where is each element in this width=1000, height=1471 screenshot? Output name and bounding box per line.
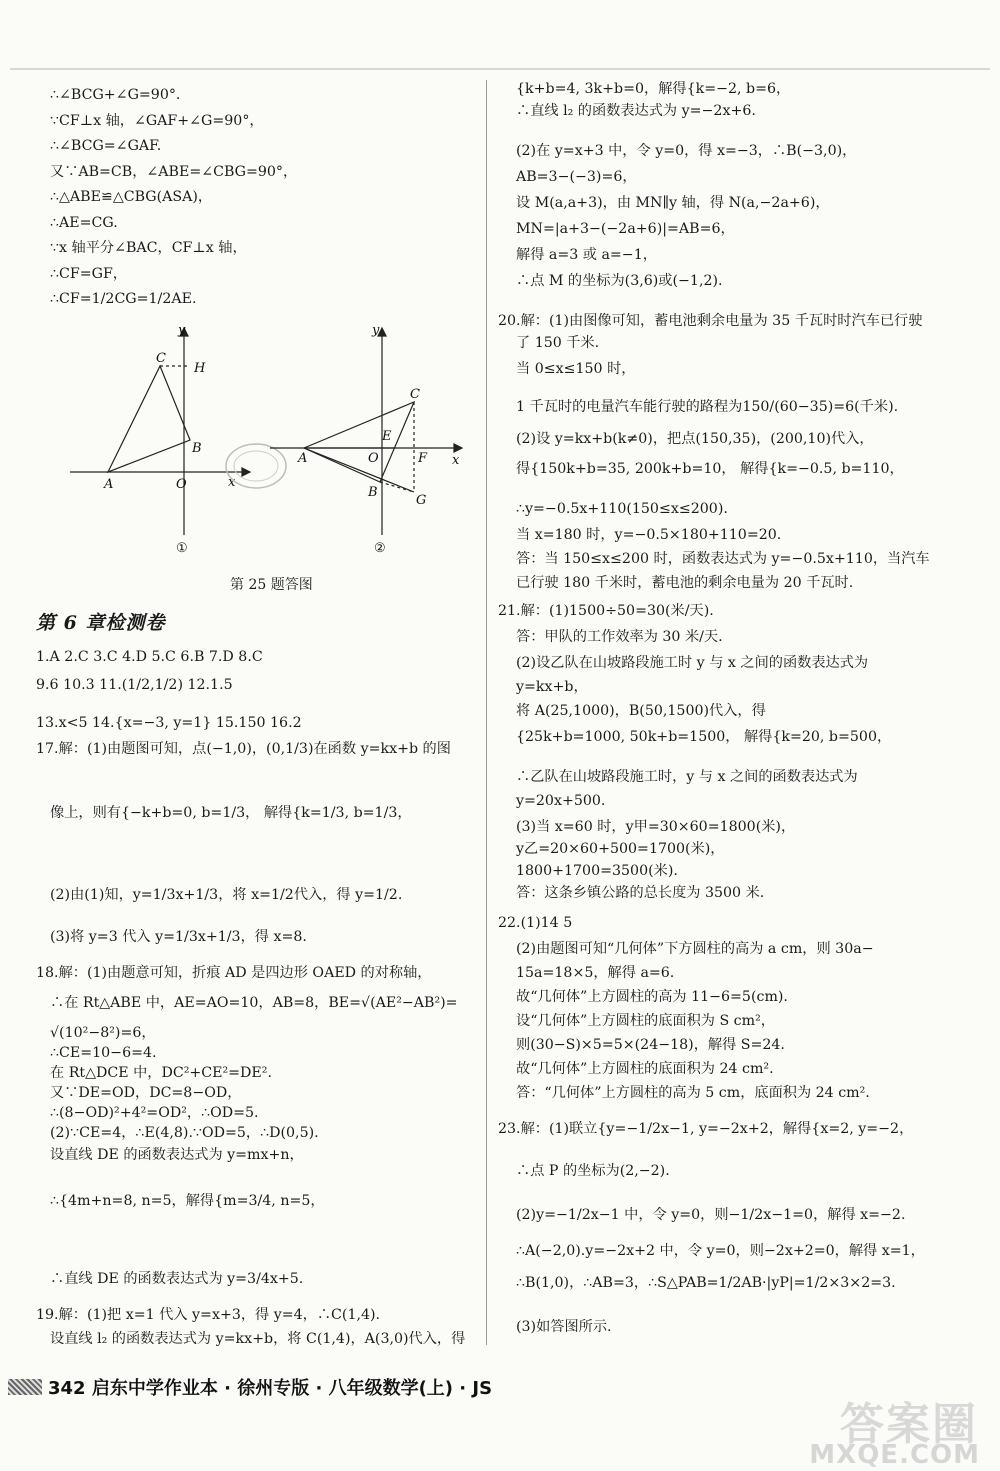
stamp-icon xyxy=(226,444,286,488)
chapter-title: 第 6 章检测卷 xyxy=(36,612,166,634)
text-line: (3)如答图所示. xyxy=(516,1319,612,1335)
text-line: 答：当 150≤x≤200 时，函数表达式为 y=−0.5x+110，当汽车 xyxy=(516,551,930,567)
fig2-label-y: y xyxy=(372,323,380,338)
text-line: ∴点 M 的坐标为(3,6)或(−1,2). xyxy=(516,273,723,289)
text-line: ∵x 轴平分∠BAC，CF⊥x 轴， xyxy=(50,240,247,256)
text-line: ∴在 Rt△ABE 中，AE=AO=10，AB=8，BE=√(AE²−AB²)= xyxy=(50,995,458,1011)
text-line: y=20x+500. xyxy=(516,793,606,809)
text-line: ∴直线 DE 的函数表达式为 y=3/4x+5. xyxy=(50,1271,304,1287)
text-line: 设直线 DE 的函数表达式为 y=mx+n， xyxy=(50,1147,304,1163)
fig2-line-ag xyxy=(304,448,414,492)
text-line: y乙=20×60+500=1700(米)， xyxy=(516,841,725,857)
fig2-label-e: E xyxy=(382,429,392,444)
watermark-text: MXQE.COM xyxy=(809,1440,980,1470)
text-line: 1800+1700=3500(米). xyxy=(516,863,678,879)
text-line: 又∵DE=OD，DC=8−OD， xyxy=(50,1085,242,1101)
text-line: (2)由(1)知，y=1/3x+1/3，将 x=1/2代入，得 y=1/2. xyxy=(50,887,403,903)
text-line: ∴y=−0.5x+110(150≤x≤200). xyxy=(516,501,728,517)
text-line: ∴乙队在山坡路段施工时，y 与 x 之间的函数表达式为 xyxy=(516,769,858,785)
fig2-label-b: B xyxy=(368,485,378,500)
text-line: (2)∵CE=4，∴E(4,8).∵OD=5，∴D(0,5). xyxy=(50,1125,319,1141)
figure-25 xyxy=(60,320,480,590)
text-line: ∴CF=GF， xyxy=(50,265,127,282)
fig2-label-g: G xyxy=(416,493,427,508)
fig1-triangle xyxy=(108,366,190,472)
text-line: 解得 a=3 或 a=−1， xyxy=(516,247,657,263)
text-line: 设直线 l₂ 的函数表达式为 y=kx+b，将 C(1,4)，A(3,0)代入，得 xyxy=(50,1331,466,1347)
text-line: ∴点 P 的坐标为(2,−2). xyxy=(516,1163,670,1179)
text-line: 当 x=180 时，y=−0.5×180+110=20. xyxy=(516,527,782,543)
text-line: (2)由题图可知“几何体”下方圆柱的高为 a cm，则 30a− xyxy=(516,941,874,957)
fig1-number: ① xyxy=(176,541,188,556)
top-rule xyxy=(10,68,990,70)
text-line: {k+b=4, 3k+b=0，解得{k=−2, b=6， xyxy=(516,81,791,97)
text-line: 设“几何体”上方圆柱的底面积为 S cm²， xyxy=(516,1013,775,1029)
text-line: ∴∠BCG+∠G=90°. xyxy=(50,87,181,103)
text-line: 答：这条乡镇公路的总长度为 3500 米. xyxy=(516,885,765,901)
text-line: (3)当 x=60 时，y甲=30×60=1800(米)， xyxy=(516,819,796,835)
figure-2 xyxy=(270,328,462,535)
text-line: 得{150k+b=35, 200k+b=10， 解得{k=−0.5, b=110， xyxy=(516,461,904,477)
text-line: ∴AE=CG. xyxy=(50,214,118,231)
page-footer xyxy=(8,1374,492,1400)
text-line: ∴B(1,0)，∴AB=3，∴S△PAB=1/2AB·|yP|=1/2×3×2=3. xyxy=(516,1275,896,1291)
fig1-label-c: C xyxy=(156,351,166,366)
fig1-label-x: x xyxy=(228,475,236,490)
text-line: 9.6 10.3 11.(1/2,1/2) 12.1.5 xyxy=(36,677,233,693)
text-line: ∴(8−OD)²+4²=OD²，∴OD=5. xyxy=(50,1105,259,1121)
text-line: 15a=18×5，解得 a=6. xyxy=(516,965,675,981)
fig1-x-arrow xyxy=(242,468,250,476)
text-line: MN=|a+3−(−2a+6)|=AB=6， xyxy=(516,221,735,237)
text-line: 1.A 2.C 3.C 4.D 5.C 6.B 7.D 8.C xyxy=(36,649,263,665)
text-line: ∴{4m+n=8, n=5，解得{m=3/4, n=5， xyxy=(50,1193,325,1209)
fig2-label-a: A xyxy=(298,451,308,466)
text-line: (2)设 y=kx+b(k≠0)，把点(150,35)，(200,10)代入， xyxy=(516,431,874,447)
text-line: {25k+b=1000, 50k+b=1500， 解得{k=20, b=500， xyxy=(516,729,892,745)
text-line: 又∵AB=CB，∠ABE=∠CBG=90°， xyxy=(50,163,298,180)
fig2-number: ② xyxy=(374,541,386,556)
text-line: 20.解：(1)由图像可知，蓄电池剩余电量为 35 千瓦时时汽车已行驶 xyxy=(498,313,923,329)
text-line: (2)y=−1/2x−1 中，令 y=0，则−1/2x−1=0，解得 x=−2. xyxy=(516,1207,906,1223)
text-line: ∴直线 l₂ 的函数表达式为 y=−2x+6. xyxy=(516,103,756,119)
fig2-label-o: O xyxy=(368,451,379,466)
text-line: 设 M(a,a+3)，由 MN∥y 轴，得 N(a,−2a+6)， xyxy=(516,195,830,211)
fig1-label-a: A xyxy=(104,477,114,492)
watermark-logo: 答案圈 xyxy=(840,1399,978,1450)
text-line: √(10²−8²)=6， xyxy=(50,1025,156,1041)
text-line: ∵CF⊥x 轴，∠GAF+∠G=90°， xyxy=(50,112,264,129)
text-line: 故“几何体”上方圆柱的底面积为 24 cm². xyxy=(516,1061,774,1077)
text-line: 已行驶 180 千米时，蓄电池的剩余电量为 20 千瓦时. xyxy=(516,575,854,591)
text-line: ∴△ABE≌△CBG(ASA)， xyxy=(50,189,213,205)
text-line: AB=3−(−3)=6， xyxy=(516,169,637,185)
text-line: ∴CE=10−6=4. xyxy=(50,1045,157,1061)
text-line: (3)将 y=3 代入 y=1/3x+1/3，得 x=8. xyxy=(50,929,307,945)
text-line: y=kx+b， xyxy=(516,679,588,695)
text-line: 17.解：(1)由题图可知，点(−1,0)，(0,1/3)在函数 y=kx+b 的图 xyxy=(36,741,451,757)
text-line: 答：“几何体”上方圆柱的高为 5 cm，底面积为 24 cm². xyxy=(516,1085,870,1101)
text-line: 22.(1)14 5 xyxy=(498,915,573,931)
text-line: 19.解：(1)把 x=1 代入 y=x+3，得 y=4，∴C(1,4). xyxy=(36,1307,381,1323)
text-line: ∴∠BCG=∠GAF. xyxy=(50,138,162,154)
footer-pattern-icon xyxy=(8,1379,42,1395)
text-line: 23.解：(1)联立{y=−1/2x−1, y=−2x+2，解得{x=2, y=−2， xyxy=(498,1121,914,1137)
text-line: 1 千瓦时的电量汽车能行驶的路程为150/(60−35)=6(千米). xyxy=(516,399,899,415)
text-line: 故“几何体”上方圆柱的高为 11−6=5(cm). xyxy=(516,989,788,1005)
fig1-label-b: B xyxy=(192,441,202,456)
text-line: (2)设乙队在山坡路段施工时 y 与 x 之间的函数表达式为 xyxy=(516,655,869,671)
text-line: 答：甲队的工作效率为 30 米/天. xyxy=(516,629,723,645)
text-line: ∴A(−2,0).y=−2x+2 中，令 y=0，则−2x+2=0，解得 x=1， xyxy=(516,1243,925,1259)
fig2-label-x: x xyxy=(452,453,460,468)
fig1-label-o: O xyxy=(176,477,187,492)
text-line: 21.解：(1)1500÷50=30(米/天). xyxy=(498,603,714,619)
text-line: 在 Rt△DCE 中，DC²+CE²=DE². xyxy=(50,1065,272,1081)
text-line: 将 A(25,1000)，B(50,1500)代入，得 xyxy=(516,703,766,719)
figure-caption: 第 25 题答图 xyxy=(230,577,313,593)
text-line: ∴CF=1/2CG=1/2AE. xyxy=(50,291,197,307)
fig1-label-y: y xyxy=(178,323,186,338)
fig2-label-f: F xyxy=(418,451,428,466)
text-line: 当 0≤x≤150 时， xyxy=(516,361,636,377)
text-line: (2)在 y=x+3 中，令 y=0，得 x=−3，∴B(−3,0)， xyxy=(516,143,857,159)
fig1-label-h: H xyxy=(194,361,206,376)
text-line: 18.解：(1)由题意可知，折痕 AD 是四边形 OAED 的对称轴， xyxy=(36,965,432,981)
fig2-x-arrow xyxy=(454,444,462,452)
column-divider xyxy=(486,80,487,1345)
footer-text: 342 启东中学作业本 · 徐州专版 · 八年级数学(上) · JS xyxy=(48,1378,493,1399)
text-line: 则(30−S)×5=5×(24−18)，解得 S=24. xyxy=(516,1037,785,1053)
text-line: 像上，则有{−k+b=0, b=1/3， 解得{k=1/3, b=1/3， xyxy=(50,805,412,821)
text-line: 了 150 千米. xyxy=(516,335,600,351)
text-line: 13.x<5 14.{x=−3, y=1} 15.150 16.2 xyxy=(36,715,302,731)
fig2-label-c: C xyxy=(410,387,420,402)
